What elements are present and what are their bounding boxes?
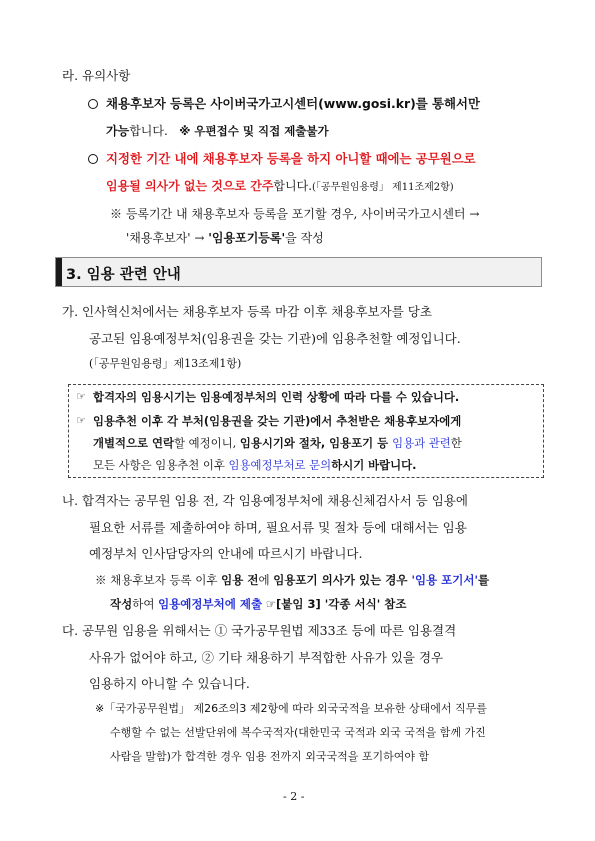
na-note2-a: 작성 — [110, 597, 133, 611]
notice-line3-e: 한 — [450, 436, 462, 450]
na-note2-b: 하여 — [132, 597, 159, 611]
page-number: - 2 - — [283, 790, 305, 803]
circle-bullet-icon — [88, 154, 98, 164]
notice-line4 — [93, 457, 417, 473]
ga-line1: 가. 인사혁신처에서는 채용후보자 등록 마감 이후 채용후보자를 당초 — [62, 304, 432, 319]
section-3-header — [55, 257, 542, 287]
da-line1: 다. 공무원 임용을 위해서는 ① 국가공무원법 제33조 등에 따른 임용결격 — [62, 623, 457, 638]
section-header-bar — [56, 258, 62, 286]
ra-note-line1: ※ 등록기간 내 채용후보자 등록을 포기할 경우, 사이버국가고시센터 → — [110, 207, 480, 221]
ga-line2: 공고된 임용예정부처(임용권을 갖는 기관)에 임용추천할 예정입니다. — [89, 331, 461, 346]
na-line1: 나. 합격자는 공무원 임용 전, 각 임용예정부처에 채용신체검사서 등 임용에 — [62, 493, 468, 508]
ra-item1-bold: 가능 — [106, 124, 130, 138]
notice-line4-a: 모든 사항은 임용추천 이후 — [93, 458, 229, 472]
section-ra-title: 라. 유의사항 — [62, 68, 131, 83]
ra-item2-red: 임용될 의사가 없는 것으로 간주 — [106, 179, 274, 193]
notice-box — [68, 384, 544, 478]
na-note1-c: 에 — [258, 573, 274, 587]
ga-line3: (「공무원임용령」제13조제1항) — [89, 357, 242, 370]
notice-line2: 임용추천 이후 각 부처(임용권을 갖는 기관)에서 추천받은 채용후보자에게 — [93, 414, 462, 428]
ra-note-part-b: '임용포기등록' — [208, 231, 286, 245]
ra-item1-plain: 합니다. — [129, 124, 168, 138]
na-note1-d: 임용포기 의사가 있는 경우 — [273, 573, 412, 587]
ra-item2-line2 — [106, 178, 454, 196]
notice-line3-c: 임용시기와 절차, 임용포기 등 — [239, 436, 393, 450]
na-note2-e: [붙임 3] '각종 서식' 참조 — [276, 597, 407, 611]
na-note-line2 — [110, 596, 407, 612]
da-line2: 사유가 없어야 하고, ② 기타 채용하기 부적합한 사유가 있을 경우 — [89, 650, 444, 665]
pointing-hand-icon: ☞ — [262, 597, 277, 611]
da-note-line2: 수행할 수 없는 선발단위에 복수국적자(대한민국 국적과 외국 국적을 함께 가진 — [110, 726, 486, 739]
na-line3: 예정부처 인사담당자의 안내에 따르시기 바랍니다. — [89, 546, 363, 561]
ra-item1-line1: 채용후보자 등록은 사이버국가고시센터(www.gosi.kr)를 통해서만 — [106, 96, 480, 111]
circle-bullet-icon — [88, 99, 98, 109]
pointing-hand-icon: ☞ — [76, 414, 86, 427]
notice-line1: 합격자의 임용시기는 임용예정부처의 인력 상황에 따라 다를 수 있습니다. — [93, 390, 460, 404]
notice-line4-b: 임용예정부처로 문의 — [228, 458, 332, 472]
ra-item2-line1: 지정한 기간 내에 채용후보자 등록을 하지 아니할 때에는 공무원으로 — [106, 151, 476, 166]
na-note1-b: 임용 전 — [221, 573, 259, 587]
da-note-line3: 사람을 말함)가 합격한 경우 임용 전까지 외국국적을 포기하여야 함 — [110, 750, 430, 763]
da-note-line1: ※「국가공무원법」 제26조의3 제2항에 따라 외국국적을 보유한 상태에서 직무를 — [95, 702, 487, 715]
ra-item2-plain: 합니다. — [273, 179, 313, 193]
da-line3: 임용하지 아니할 수 있습니다. — [89, 676, 250, 691]
na-note1-a: ※ 채용후보자 등록 이후 — [95, 573, 222, 587]
ra-item1-note: ※ 우편접수 및 직접 제출불가 — [179, 124, 329, 138]
ra-item1-line2 — [106, 123, 329, 139]
ra-note-part-c: 을 작성 — [285, 231, 324, 245]
notice-line4-c: 하시기 바랍니다. — [331, 458, 417, 472]
na-note2-c: 임용예정부처에 제출 — [158, 597, 263, 611]
notice-line3-a: 개별적으로 연락 — [93, 436, 174, 450]
ra-note-line2 — [126, 230, 324, 246]
ra-item2-ref: (「공무원임용령」 제11조제2항) — [312, 182, 454, 193]
na-note-line1 — [95, 572, 489, 588]
notice-line3-b: 할 예정이니, — [174, 436, 240, 450]
na-line2: 필요한 서류를 제출하여야 하며, 필요서류 및 절차 등에 대해서는 임용 — [89, 520, 467, 535]
na-note1-e: '임용 포기서' — [411, 573, 479, 587]
notice-line3 — [93, 435, 462, 451]
na-note1-f: 를 — [478, 573, 490, 587]
ra-note-part-a: '채용후보자' → — [126, 231, 209, 245]
pointing-hand-icon: ☞ — [76, 390, 86, 403]
section-3-title: 3. 임용 관련 안내 — [66, 267, 181, 283]
notice-line3-d: 임용과 관련 — [392, 436, 451, 450]
